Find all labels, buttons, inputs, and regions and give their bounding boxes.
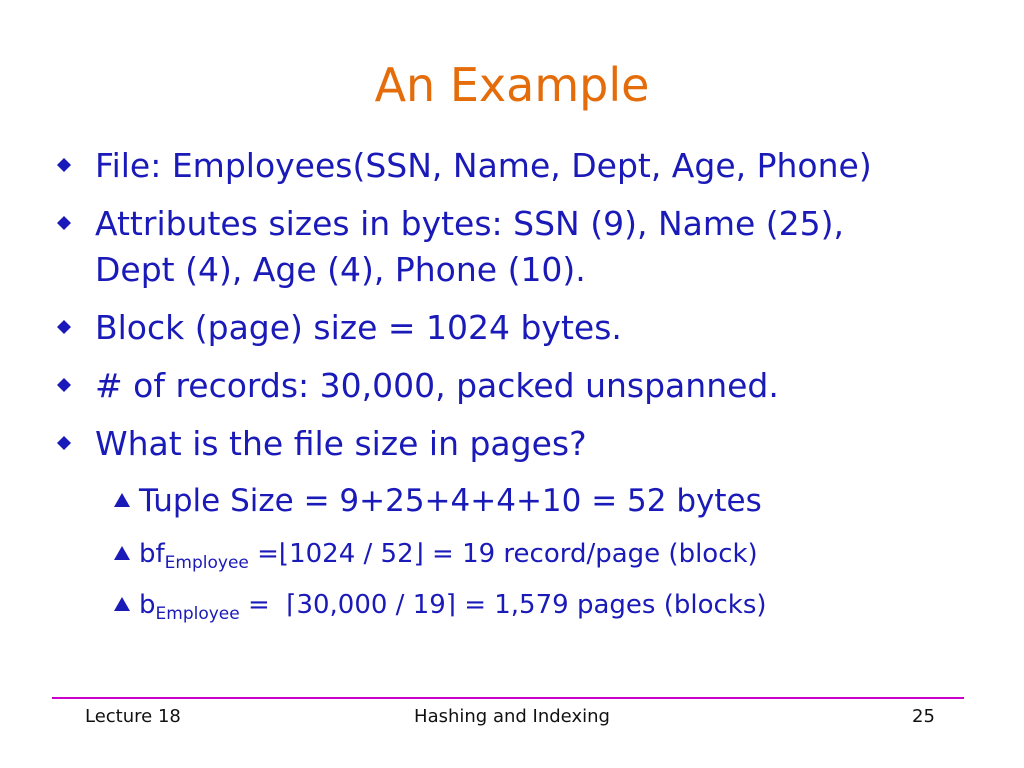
bf-subscript: Employee	[164, 553, 249, 573]
footer-page-number: 25	[912, 706, 935, 727]
bullet-text: # of records: 30,000, packed unspanned.	[95, 366, 779, 405]
diamond-bullet-icon	[57, 158, 71, 172]
diamond-bullet-icon	[57, 320, 71, 334]
b-symbol: b	[139, 590, 156, 620]
triangle-bullet-icon	[114, 597, 130, 611]
bf-symbol: bf	[139, 539, 165, 569]
bullet-item	[95, 201, 844, 247]
bullet-text: File: Employees(SSN, Name, Dept, Age, Phone)	[95, 146, 872, 185]
footer-divider	[52, 697, 964, 699]
sub-bullet-item	[139, 587, 767, 623]
b-subscript: Employee	[155, 604, 240, 624]
bullet-item	[95, 143, 872, 189]
diamond-bullet-icon	[57, 378, 71, 392]
bullet-text: Attributes sizes in bytes: SSN (9), Name (25),	[95, 204, 845, 243]
footer-lecture: Lecture 18	[85, 706, 181, 727]
sub-bullet-text: Tuple Size = 9+25+4+4+10 = 52 bytes	[139, 483, 762, 519]
diamond-bullet-icon	[57, 216, 71, 230]
triangle-bullet-icon	[114, 493, 130, 507]
footer-topic: Hashing and Indexing	[414, 706, 610, 727]
triangle-bullet-icon	[114, 546, 130, 560]
bullet-text: Block (page) size = 1024 bytes.	[95, 308, 622, 347]
bullet-text: Dept (4), Age (4), Phone (10).	[95, 250, 586, 289]
bf-formula: =⌊1024 / 52⌋ = 19 record/page (block)	[248, 539, 758, 569]
bullet-item	[95, 363, 779, 409]
b-formula: = ⌈30,000 / 19⌉ = 1,579 pages (blocks)	[239, 590, 767, 620]
sub-bullet-item	[139, 536, 758, 572]
bullet-item-continuation	[95, 247, 586, 293]
bullet-item	[95, 421, 587, 467]
diamond-bullet-icon	[57, 436, 71, 450]
bullet-item	[95, 305, 622, 351]
bullet-text: What is the file size in pages?	[95, 424, 587, 463]
slide-title: An Example	[374, 58, 650, 112]
sub-bullet-item	[139, 481, 762, 521]
